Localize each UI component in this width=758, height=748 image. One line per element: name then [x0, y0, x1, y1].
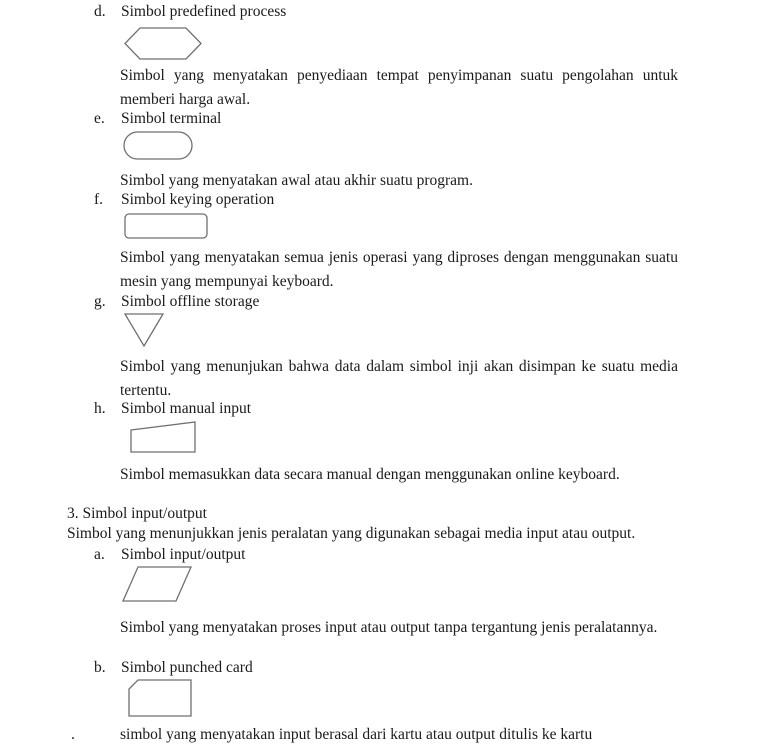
stadium-symbol	[123, 131, 193, 160]
description-paragraph	[120, 723, 720, 747]
description-text: Simbol yang menyatakan penyediaan tempat penyimpanan suatu pengolahan untuk memberi harga awal.	[120, 67, 678, 108]
rounded-rect-symbol	[124, 213, 208, 239]
description-text: Simbol yang menyatakan awal atau akhir suatu program.	[120, 172, 473, 189]
description-text: simbol yang menyatakan input berasal dari kartu atau output ditulis ke kartu	[120, 726, 593, 743]
list-marker: e.	[94, 110, 105, 127]
hexagon-symbol	[124, 27, 202, 60]
list-marker: h.	[94, 400, 106, 417]
triangle-down-symbol	[124, 313, 164, 347]
list-item-title: Simbol input/output	[121, 546, 246, 563]
stray-mark: .	[71, 726, 75, 743]
description-text: Simbol yang menyatakan proses input atau output tanpa tergantung jenis peralatannya.	[120, 619, 658, 636]
list-marker: a.	[94, 546, 105, 563]
list-item-title: Simbol predefined process	[121, 3, 287, 20]
list-item-title: Simbol manual input	[121, 400, 252, 417]
description-paragraph	[120, 463, 678, 487]
description-paragraph	[120, 355, 678, 403]
list-marker: d.	[94, 3, 106, 20]
list-marker: g.	[94, 293, 106, 310]
description-paragraph	[120, 64, 678, 112]
list-marker: b.	[94, 659, 106, 676]
list-item-title: Simbol offline storage	[121, 293, 260, 310]
list-marker: f.	[94, 191, 104, 208]
list-item-title: Simbol terminal	[121, 110, 222, 127]
manual-input-symbol	[130, 421, 196, 453]
section-heading: 3. Simbol input/output	[67, 505, 207, 522]
description-paragraph	[120, 246, 678, 294]
description-text: Simbol yang menyatakan semua jenis operasi yang diproses dengan menggunakan suatu mesin yang mempunyai keyboard.	[120, 249, 678, 290]
punched-card-symbol	[128, 679, 192, 717]
section-intro: Simbol yang menunjukkan jenis peralatan yang digunakan sebagai media input atau output.	[67, 525, 636, 542]
description-text: Simbol yang menunjukan bahwa data dalam simbol inji akan disimpan ke suatu media tertentu.	[120, 358, 678, 399]
parallelogram-symbol	[122, 566, 192, 602]
description-text: Simbol memasukkan data secara manual dengan menggunakan online keyboard.	[120, 466, 620, 483]
list-item-title: Simbol punched card	[121, 659, 253, 676]
list-item-title: Simbol keying operation	[121, 191, 275, 208]
description-paragraph	[120, 616, 678, 640]
